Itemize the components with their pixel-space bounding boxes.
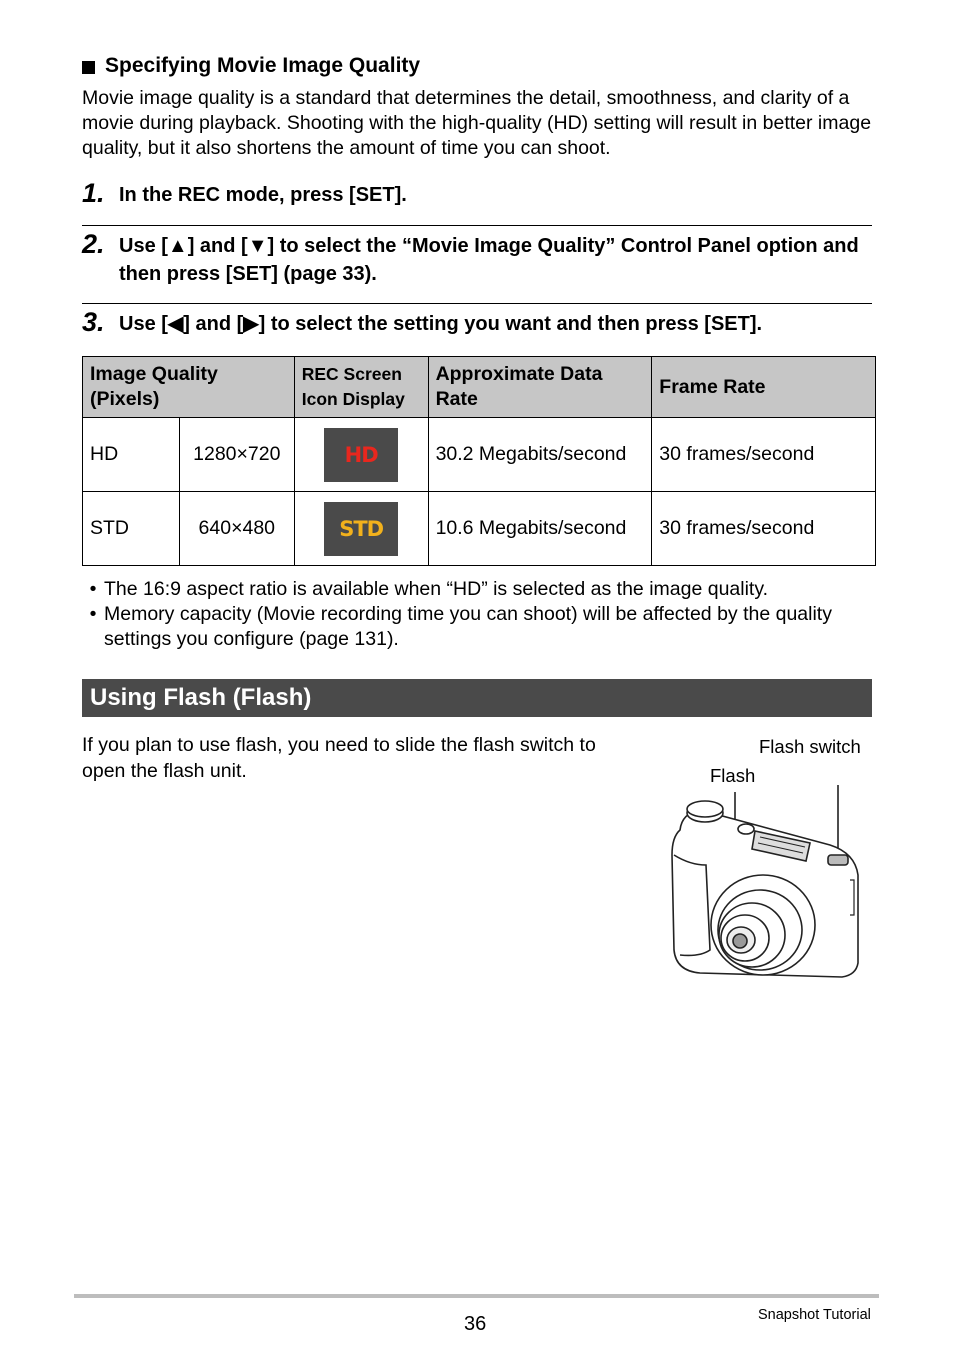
header-frame-rate: Frame Rate (652, 357, 876, 418)
pixels-cell: 640×480 (179, 492, 294, 566)
step-text: In the REC mode, press [SET]. (119, 184, 407, 206)
section-title (82, 54, 420, 78)
divider (82, 225, 872, 226)
step-1 (82, 178, 105, 209)
note-text: Memory capacity (Movie recording time you can shoot) will be affected by the quality settings you configure (page 131). (104, 603, 832, 650)
frame-cell: 30 frames/second (652, 418, 876, 492)
step-number: 2. (82, 229, 105, 259)
hd-icon (324, 428, 398, 482)
label-flash: Flash (710, 765, 756, 786)
frame-cell: 30 frames/second (652, 492, 876, 566)
header-data-rate: Approximate Data Rate (428, 357, 652, 418)
footer-rule (74, 1294, 879, 1298)
icon-cell (294, 418, 428, 492)
shutter-button (738, 824, 754, 834)
camera-illustration (660, 785, 870, 985)
step-number: 3. (82, 307, 105, 337)
quality-cell: HD (83, 418, 180, 492)
list-item: • Memory capacity (Movie recording time you can shoot) will be affected by the quality settings you configure (page 131). (82, 602, 882, 652)
rate-cell: 30.2 Megabits/second (428, 418, 652, 492)
label-flash-switch: Flash switch (759, 736, 861, 757)
note-text: The 16:9 aspect ratio is available when “HD” is selected as the image quality. (104, 578, 769, 600)
hd-icon-text: HD (344, 442, 378, 467)
list-item: • The 16:9 aspect ratio is available when “HD” is selected as the image quality. (89, 578, 769, 600)
std-icon-text: STD (339, 516, 384, 541)
rate-cell: 10.6 Megabits/second (428, 492, 652, 566)
square-bullet-icon (82, 61, 95, 74)
intro-paragraph: Movie image quality is a standard that determines the detail, smoothness, and clarity of a movie during playback. Shooting with the high-quality (HD) setting will result in better image quality, but it also shortens the amount of time you can shoot. (82, 87, 872, 159)
icon-cell (294, 492, 428, 566)
footer-tag: Snapshot Tutorial (758, 1307, 871, 1323)
step-number: 1. (82, 178, 105, 208)
header-icon-display: REC Screen Icon Display (294, 357, 428, 418)
table-row (83, 418, 876, 492)
quality-table (82, 356, 876, 566)
table-header-row (83, 357, 876, 418)
step-3 (82, 307, 105, 338)
table-row (83, 492, 876, 566)
step-2 (82, 229, 105, 260)
step-text: Use [▲] and [▼] to select the “Movie Image Quality” Control Panel option and then press [SET] (page 33). (119, 235, 859, 285)
quality-cell: STD (83, 492, 180, 566)
flash-heading: Using Flash (Flash) (82, 679, 872, 717)
flash-paragraph: If you plan to use flash, you need to slide the flash switch to open the flash unit. (82, 734, 596, 782)
header-image-quality: Image Quality (Pixels) (83, 357, 295, 418)
flash-switch (828, 855, 848, 865)
page-number: 36 (464, 1313, 487, 1335)
pixels-cell: 1280×720 (179, 418, 294, 492)
section-title-text: Specifying Movie Image Quality (105, 54, 421, 77)
std-icon (324, 502, 398, 556)
step-text: Use [◀] and [▶] to select the setting you want and then press [SET]. (119, 313, 763, 335)
notes-list (82, 577, 882, 652)
divider (82, 303, 872, 304)
